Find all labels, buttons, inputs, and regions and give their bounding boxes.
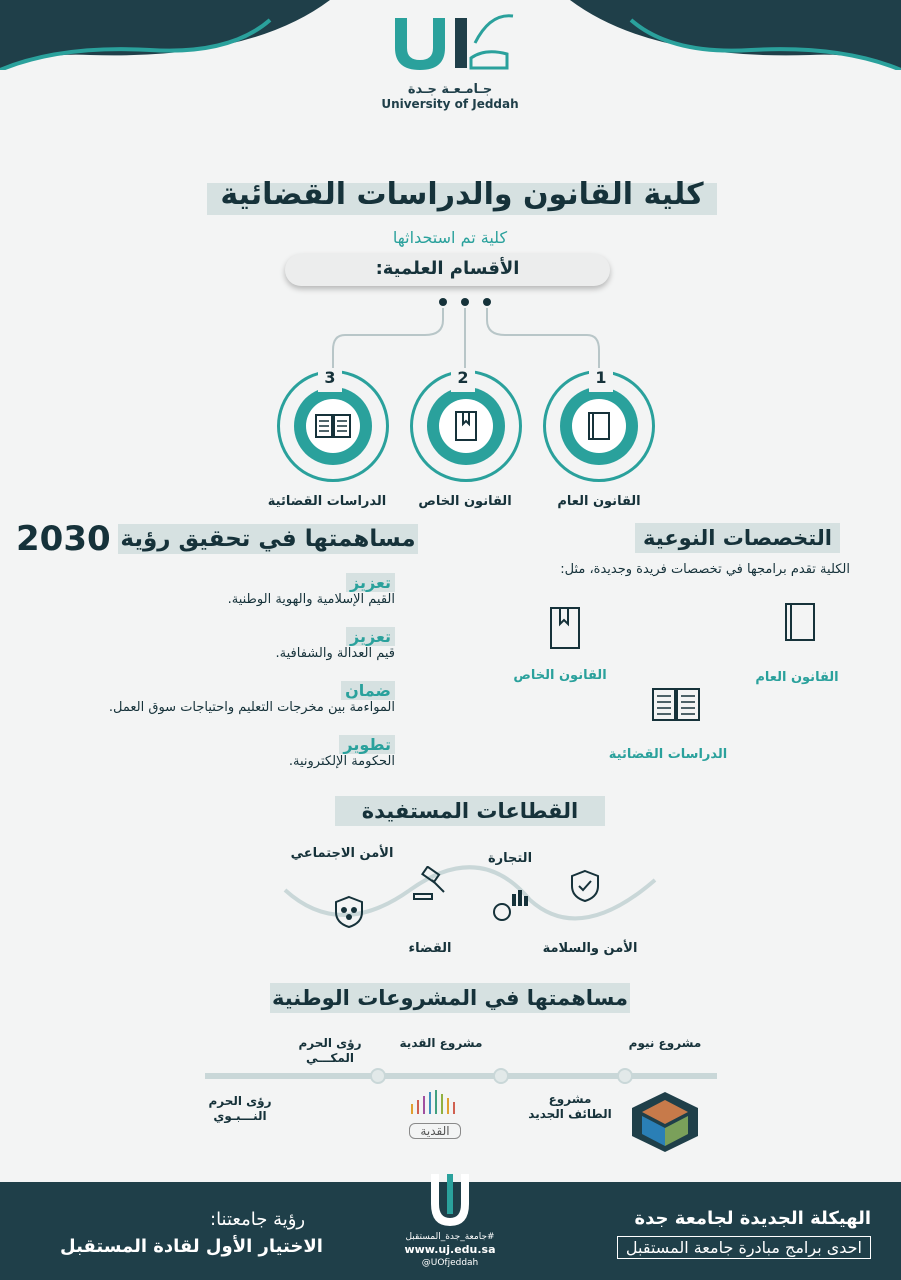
project-qiddiya: مشروع القدية <box>399 1036 483 1050</box>
project-madinah-haram: رؤى الحرم النـــبـوي <box>208 1094 272 1123</box>
department-1-number: 1 <box>589 368 613 392</box>
vision-goal-2 <box>40 627 395 661</box>
goal-text: الحكومة الإلكترونية. <box>288 754 395 769</box>
vision-goal-3 <box>40 681 395 715</box>
page-title: كلية القانون والدراسات القضائية <box>220 177 704 212</box>
trade-chart-icon <box>490 888 530 924</box>
open-book-icon <box>650 684 702 724</box>
department-2-label: القانون الخاص <box>418 494 512 509</box>
goal-text: قيم العدالة والشفافية. <box>275 646 395 661</box>
sector-security: الأمن والسلامة <box>542 941 638 956</box>
departments-connector <box>300 290 620 380</box>
spec-item-1: القانون العام <box>755 670 839 685</box>
book-icon <box>572 399 626 453</box>
vision-heading: مساهمتها في تحقيق رؤية <box>118 524 418 554</box>
department-3-label: الدراسات القضائية <box>267 494 387 509</box>
gavel-icon <box>410 866 450 902</box>
book-icon <box>780 600 820 646</box>
footer-vision-text: الاختيار الأول لقادة المستقبل <box>60 1236 323 1257</box>
qiddiya-logo-text: القدية <box>409 1123 460 1139</box>
project-makkah-haram: رؤى الحرم المكـــي <box>298 1036 362 1065</box>
goal-text: القيم الإسلامية والهوية الوطنية. <box>227 592 395 607</box>
goal-verb: تعزيز <box>346 573 395 592</box>
bookmark-book-icon <box>439 399 493 453</box>
university-logo <box>370 8 530 118</box>
project-neom: مشروع نيوم <box>628 1036 702 1050</box>
page-subtitle: كلية تم استحداثها <box>392 228 508 247</box>
taif-project-logo-icon <box>628 1090 702 1154</box>
sectors-heading: القطاعات المستفيدة <box>335 796 605 826</box>
projects-timeline <box>205 1066 720 1086</box>
qiddiya-logo <box>400 1090 470 1140</box>
vision-goal-1 <box>40 573 395 607</box>
sector-trade: التجارة <box>487 851 533 866</box>
logo-arabic-text: جـامـعـة جـدة <box>407 82 493 97</box>
department-3-number: 3 <box>318 368 342 392</box>
community-shield-icon <box>332 894 366 930</box>
specializations-intro: الكلية تقدم برامجها في تخصصات فريدة وجديدة، مثل: <box>560 562 850 577</box>
sector-judiciary: القضاء <box>408 941 452 956</box>
goal-verb: ضمان <box>341 681 395 700</box>
sector-social-security: الأمن الاجتماعي <box>290 846 394 861</box>
logo-english-text: University of Jeddah <box>381 97 519 111</box>
departments-heading: الأقسام العلمية: <box>375 258 520 279</box>
footer-title: الهيكلة الجديدة لجامعة جدة <box>634 1208 871 1229</box>
goal-verb: تطوير <box>339 735 395 754</box>
shield-check-icon <box>568 868 602 904</box>
department-1-label: القانون العام <box>557 494 641 509</box>
uj-footer-logo-icon <box>425 1170 475 1232</box>
vision-goal-4 <box>40 735 395 769</box>
open-book-icon <box>306 399 360 453</box>
goal-text: المواءمة بين مخرجات التعليم واحتياجات سوق العمل. <box>108 700 395 715</box>
footer-vision-label: رؤية جامعتنا: <box>210 1209 306 1230</box>
department-2-number: 2 <box>451 368 475 392</box>
projects-heading: مساهمتها في المشروعات الوطنية <box>270 983 630 1013</box>
vision-2030-mark: 2030 <box>16 519 111 559</box>
qiddiya-bars-icon <box>405 1090 465 1116</box>
footer-url[interactable]: www.uj.edu.sa <box>404 1243 496 1256</box>
project-taif: مشروع الطائف الجديد <box>528 1092 612 1121</box>
spec-item-3: الدراسات القضائية <box>608 747 728 762</box>
spec-item-2: القانون الخاص <box>513 668 607 683</box>
goal-verb: تعزيز <box>346 627 395 646</box>
footer-social-handle[interactable]: @UOfjeddah <box>421 1258 479 1268</box>
footer-hashtag: #جامعة_جدة_المستقبل <box>405 1232 495 1242</box>
uj-logo-icon <box>385 8 515 78</box>
specializations-heading: التخصصات النوعية <box>635 523 840 553</box>
bookmark-book-icon <box>547 604 583 652</box>
footer-subtitle: احدى برامج مبادرة جامعة المستقبل <box>617 1236 871 1259</box>
